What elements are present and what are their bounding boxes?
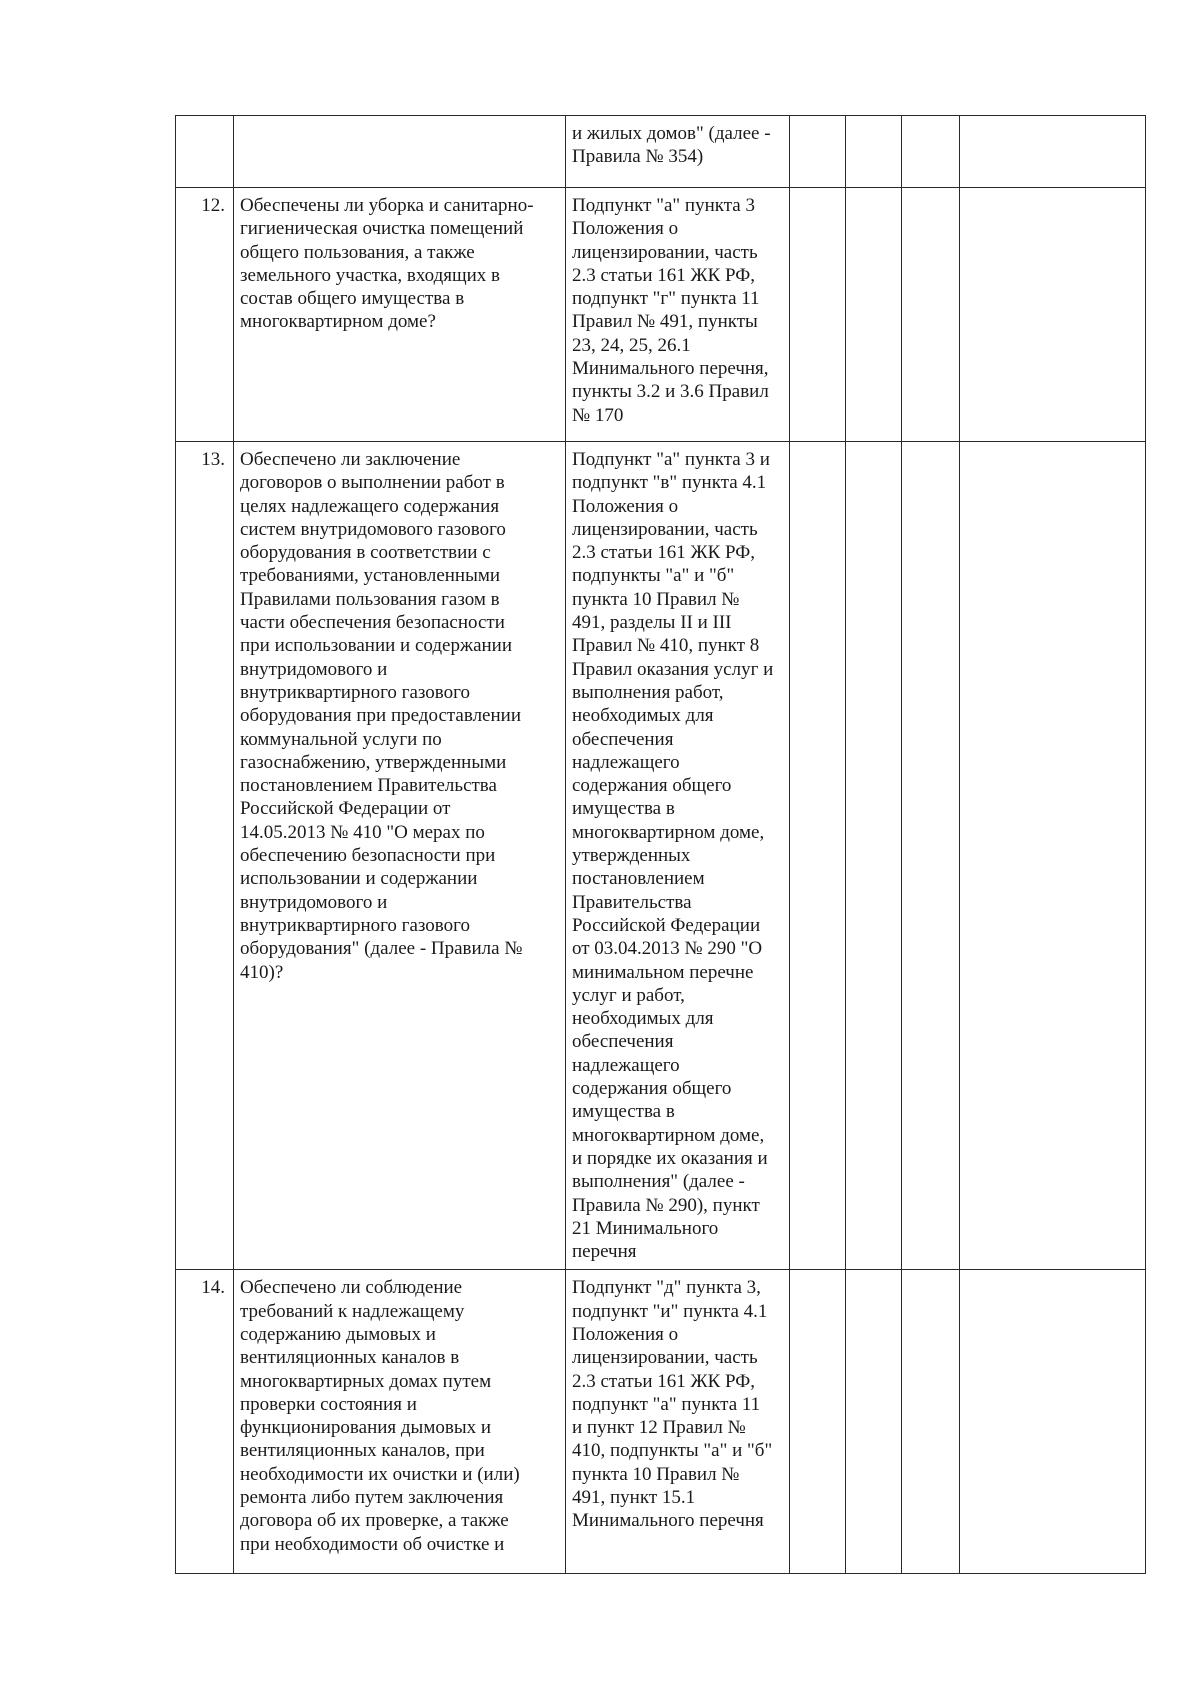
- row-number: 12.: [176, 188, 234, 442]
- answer-yes-cell: [790, 1270, 846, 1574]
- answer-na-cell: [902, 116, 960, 188]
- answer-na-cell: [902, 1270, 960, 1574]
- answer-yes-cell: [790, 116, 846, 188]
- answer-yes-cell: [790, 188, 846, 442]
- question-cell: Обеспечены ли уборка и санитарно- гигиеническая очистка помещений общего пользования, а также земельного участка, входящих в состав общего имущества в многоквартирном доме?: [234, 188, 566, 442]
- answer-yes-cell: [790, 442, 846, 1270]
- note-cell: [960, 442, 1146, 1270]
- checklist-table: [175, 115, 1146, 1574]
- answer-na-cell: [902, 188, 960, 442]
- legal-basis-cell: Подпункт "а" пункта 3 Положения о лицензировании, часть 2.3 статьи 161 ЖК РФ, подпункт "г" пункта 11 Правил № 491, пункты 23, 24, 25, 26.1 Минимального перечня, пункты 3.2 и 3.6 Правил № 170: [566, 188, 790, 442]
- answer-no-cell: [846, 1270, 902, 1574]
- legal-basis-cell: Подпункт "д" пункта 3, подпункт "и" пункта 4.1 Положения о лицензировании, часть 2.3 статьи 161 ЖК РФ, подпункт "а" пункта 11 и пункт 12 Правил № 410, подпункты "а" и "б" пункта 10 Правил № 491, пункт 15.1 Минимального перечня: [566, 1270, 790, 1574]
- answer-no-cell: [846, 188, 902, 442]
- question-cell: Обеспечено ли соблюдение требований к надлежащему содержанию дымовых и вентиляционных каналов в многоквартирных домах путем проверки состояния и функционирования дымовых и вентиляционных каналов, при необходимости их очистки и (или) ремонта либо путем заключения договора об их проверке, а также при необходимости об очистке и: [234, 1270, 566, 1574]
- question-cell: Обеспечено ли заключение договоров о выполнении работ в целях надлежащего содержания систем внутридомового газового оборудования в соответствии с требованиями, установленными Правилами пользования газом в части обеспечения безопасности при использовании и содержании внутридомового и внутриквартирного газового оборудования при предоставлении коммунальной услуги по газоснабжению, утвержденными постановлением Правительства Российской Федерации от 14.05.2013 № 410 "О мерах по обеспечению безопасности при использовании и содержании внутридомового и внутриквартирного газового оборудования" (далее - Правила № 410)?: [234, 442, 566, 1270]
- table-row: [176, 116, 1146, 188]
- row-number: 14.: [176, 1270, 234, 1574]
- answer-no-cell: [846, 442, 902, 1270]
- table-row: [176, 1270, 1146, 1574]
- answer-na-cell: [902, 442, 960, 1270]
- question-cell: [234, 116, 566, 188]
- table-row: [176, 442, 1146, 1270]
- answer-no-cell: [846, 116, 902, 188]
- table-row: [176, 188, 1146, 442]
- note-cell: [960, 188, 1146, 442]
- legal-basis-cell: Подпункт "а" пункта 3 и подпункт "в" пункта 4.1 Положения о лицензировании, часть 2.3 статьи 161 ЖК РФ, подпункты "а" и "б" пункта 10 Правил № 491, разделы II и III Правил № 410, пункт 8 Правил оказания услуг и выполнения работ, необходимых для обеспечения надлежащего содержания общего имущества в многоквартирном доме, утвержденных постановлением Правительства Российской Федерации от 03.04.2013 № 290 "О минимальном перечне услуг и работ, необходимых для обеспечения надлежащего содержания общего имущества в многоквартирном доме, и порядке их оказания и выполнения" (далее - Правила № 290), пункт 21 Минимального перечня: [566, 442, 790, 1270]
- note-cell: [960, 1270, 1146, 1574]
- row-number: 13.: [176, 442, 234, 1270]
- legal-basis-cell: и жилых домов" (далее - Правила № 354): [566, 116, 790, 188]
- row-number: [176, 116, 234, 188]
- note-cell: [960, 116, 1146, 188]
